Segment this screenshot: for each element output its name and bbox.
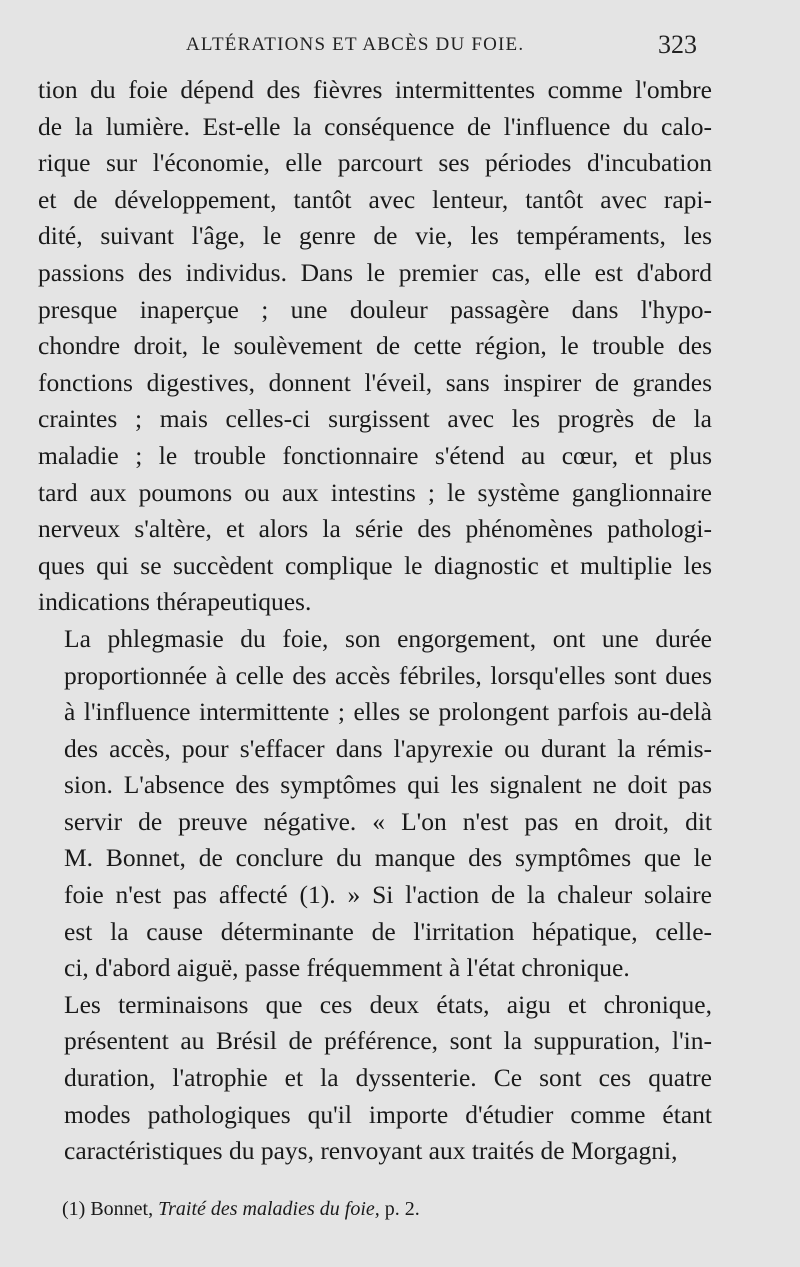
text-line: de la lumière. Est-elle la conséquence de l'influence du calo- — [38, 111, 712, 141]
text-line: tion du foie dépend des fièvres intermittentes comme l'ombre — [38, 75, 712, 104]
text-line: tard aux poumons ou aux intestins ; le système ganglionnaire — [38, 477, 712, 507]
text-line: fonctions digestives, donnent l'éveil, sans inspirer de grandes — [38, 367, 712, 397]
text-line: presque inaperçue ; une douleur passagère dans l'hypo- — [38, 294, 712, 324]
text-line: ci, d'abord aiguë, passe fréquemment à l'état chronique. — [64, 953, 630, 983]
body-text — [38, 72, 712, 1170]
text-line: est la cause déterminante de l'irritation hépatique, celle- — [64, 916, 712, 946]
running-head-title: ALTÉRATIONS ET ABCÈS DU FOIE. — [186, 34, 525, 55]
text-line: et de développement, tantôt avec lenteur, tantôt avec rapi- — [38, 184, 712, 214]
text-line: duration, l'atrophie et la dyssenterie. Ce sont ces quatre — [64, 1063, 712, 1093]
page-number: 323 — [658, 30, 697, 59]
paragraph — [38, 987, 712, 1170]
text-line: caractéristiques du pays, renvoyant aux traités de Morgagni, — [64, 1136, 678, 1166]
footnote — [62, 1198, 420, 1221]
running-head — [0, 30, 800, 66]
text-line: foie n'est pas affecté (1). » Si l'action de la chaleur solaire — [64, 880, 712, 910]
text-line: M. Bonnet, de conclure du manque des symptômes que le — [64, 843, 712, 873]
text-line: craintes ; mais celles-ci surgissent avec les progrès de la — [38, 404, 712, 434]
text-line: passions des individus. Dans le premier cas, elle est d'abord — [38, 257, 712, 287]
text-line: des accès, pour s'effacer dans l'apyrexie ou durant la rémis- — [64, 733, 712, 763]
paragraph — [38, 72, 712, 621]
text-line: sion. L'absence des symptômes qui les signalent ne doit pas — [64, 770, 712, 800]
text-line: présentent au Brésil de préférence, sont la suppuration, l'in- — [64, 1026, 712, 1056]
footnote-work-title: Traité des maladies du foie, — [158, 1198, 380, 1220]
footnote-author: (1) Bonnet, — [62, 1198, 154, 1220]
paragraph — [38, 621, 712, 987]
text-line: ques qui se succèdent complique le diagnostic et multiplie les — [38, 550, 712, 580]
text-line: proportionnée à celle des accès fébriles, lorsqu'elles sont dues — [64, 660, 712, 690]
text-line: dité, suivant l'âge, le genre de vie, les tempéraments, les — [38, 221, 712, 251]
text-line: nerveux s'altère, et alors la série des phénomènes pathologi- — [38, 514, 712, 544]
text-line: chondre droit, le soulèvement de cette région, le trouble des — [38, 331, 712, 361]
text-line: à l'influence intermittente ; elles se prolongent parfois au-delà — [64, 697, 712, 727]
text-line: rique sur l'économie, elle parcourt ses périodes d'incubation — [38, 148, 712, 178]
footnote-page-ref: p. 2. — [384, 1198, 420, 1220]
text-line: servir de preuve négative. « L'on n'est pas en droit, dit — [64, 806, 712, 836]
text-line: modes pathologiques qu'il importe d'étudier comme étant — [64, 1099, 712, 1129]
text-line: maladie ; le trouble fonctionnaire s'étend au cœur, et plus — [38, 440, 712, 470]
text-line: La phlegmasie du foie, son engorgement, ont une durée — [64, 623, 712, 653]
text-line: indications thérapeutiques. — [38, 587, 312, 617]
text-line: Les terminaisons que ces deux états, aigu et chronique, — [64, 989, 712, 1019]
